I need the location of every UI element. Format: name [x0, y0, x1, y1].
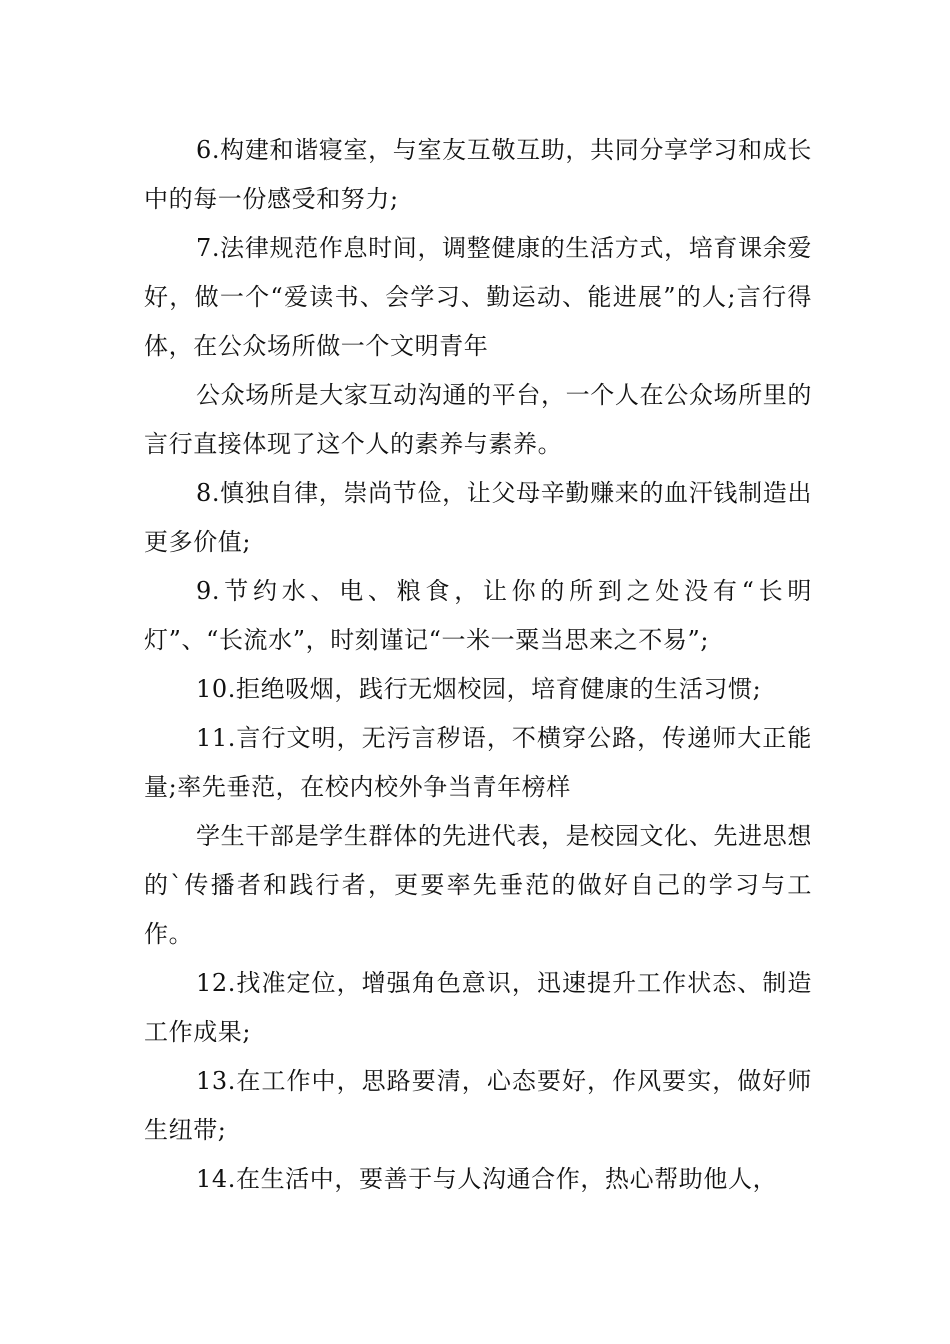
paragraph-item-7: 7.法律规范作息时间，调整健康的生活方式，培育课余爱好，做一个“爱读书、会学习、勤运动、能进展”的人;言行得体，在公众场所做一个文明青年: [144, 234, 812, 360]
paragraph-item-11: 11.言行文明，无污言秽语，不横穿公路，传递师大正能量;率先垂范，在校内校外争当青年榜样: [144, 724, 812, 801]
paragraph-item-9: 9.节约水、电、粮食，让你的所到之处没有“长明灯”、“长流水”，时刻谨记“一米一粟当思来之不易”;: [144, 577, 812, 654]
paragraph-item-12: 12.找准定位，增强角色意识，迅速提升工作状态、制造工作成果;: [144, 969, 812, 1046]
document-body: [144, 126, 812, 1204]
paragraph-item-8: 8.慎独自律，崇尚节俭，让父母辛勤赚来的血汗钱制造出更多价值;: [144, 479, 812, 556]
paragraph-student-leaders: 学生干部是学生群体的先进代表，是校园文化、先进思想的`传播者和践行者，更要率先垂范的做好自己的学习与工作。: [144, 822, 812, 948]
paragraph-item-10: 10.拒绝吸烟，践行无烟校园，培育健康的生活习惯;: [196, 675, 762, 703]
paragraph-item-14: 14.在生活中，要善于与人沟通合作，热心帮助他人，: [196, 1165, 778, 1193]
paragraph-item-6: 6.构建和谐寝室，与室友互敬互助，共同分享学习和成长中的每一份感受和努力;: [144, 136, 812, 213]
paragraph-item-13: 13.在工作中，思路要清，心态要好，作风要实，做好师生纽带;: [144, 1067, 812, 1144]
paragraph-public-places: 公众场所是大家互动沟通的平台，一个人在公众场所里的言行直接体现了这个人的素养与素养。: [144, 381, 812, 458]
